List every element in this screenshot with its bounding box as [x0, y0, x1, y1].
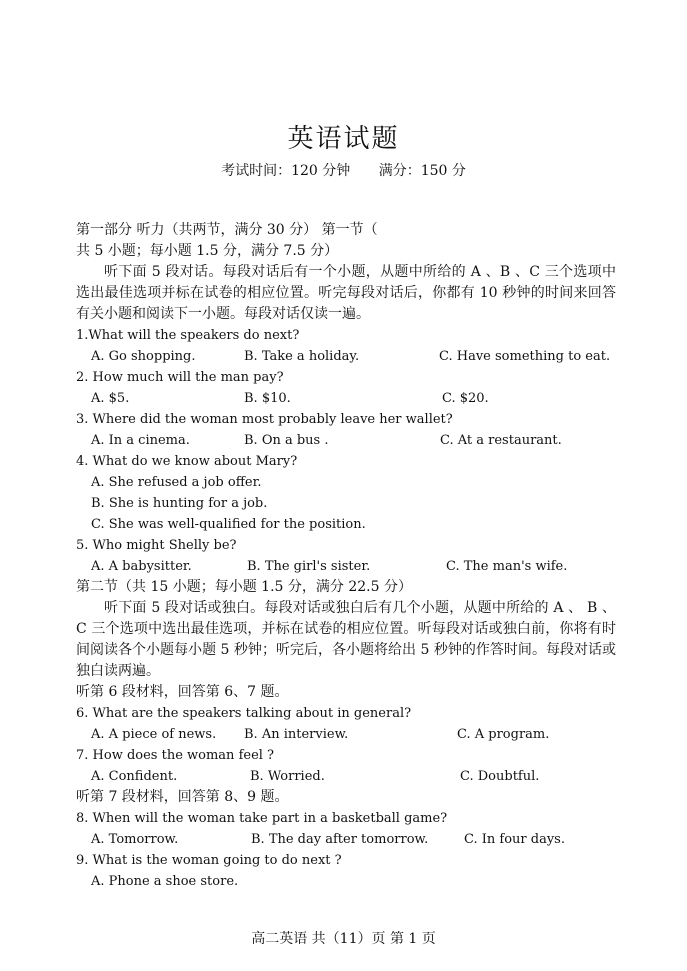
part2-heading: 第二节（共 15 小题；每小题 1.5 分，满分 22.5 分）: [76, 579, 412, 595]
part1-section1-heading: 共 5 小题；每小题 1.5 分，满分 7.5 分）: [76, 243, 339, 259]
option-a: A. She refused a job offer.: [91, 475, 262, 490]
page-footer: 高二英语 共（11）页 第 1 页: [251, 931, 436, 947]
exam-time: 考试时间：120 分钟: [221, 163, 351, 179]
part1-instruction: 听下面 5 段对话。每段对话后有一个小题，从题中所给的 A 、B 、C 三个选项中选出最佳选项并标在试卷的相应位置。听完每段对话后，你都有 10 秒钟的时间来回答有关小题和阅读下一小题。每段对话仅读一遍。: [76, 264, 616, 322]
material-7-heading: 听第 7 段材料，回答第 8、9 题。: [76, 789, 289, 805]
option-b: B. She is hunting for a job.: [91, 496, 268, 511]
option-a: A. A piece of news.: [91, 727, 217, 742]
question-1-stem: 1.What will the speakers do next?: [76, 328, 300, 343]
option-c: C. Have something to eat.: [439, 349, 611, 364]
option-b: B. On a bus .: [244, 433, 329, 448]
option-b: B. $10.: [244, 391, 291, 406]
question-1-options: [76, 346, 616, 367]
part2-instruction: 听下面 5 段对话或独白。每段对话或独白后有几个小题，从题中所给的 A 、 B 、 C 三个选项中选出最佳选项，并标在试卷的相应位置。听每段对话或独白前，你将有时间阅读各个小题每小题 5 秒钟；听完后，各小题将给出 5 秒钟的作答时间。每段对话或独白读两遍。: [76, 600, 616, 679]
option-c: C. A program.: [457, 727, 550, 742]
question-6-options: [76, 724, 616, 745]
question-4-stem: 4. What do we know about Mary?: [76, 454, 298, 469]
question-3-options: [76, 430, 616, 451]
page-title: 英语试题: [287, 124, 400, 154]
option-a: A. Confident.: [91, 769, 178, 784]
option-b: B. Take a holiday.: [244, 349, 360, 364]
question-8-stem: 8. When will the woman take part in a basketball game?: [76, 811, 448, 826]
option-a: A. $5.: [91, 391, 130, 406]
option-b: B. An interview.: [244, 727, 349, 742]
material-6-heading: 听第 6 段材料，回答第 6、7 题。: [76, 684, 289, 700]
option-a: A. Phone a shoe store.: [91, 874, 239, 889]
option-a: A. A babysitter.: [91, 559, 192, 574]
option-a: A. Tomorrow.: [91, 832, 179, 847]
exam-body: [76, 220, 616, 892]
option-b: B. The day after tomorrow.: [251, 832, 429, 847]
option-a: A. Go shopping.: [91, 349, 196, 364]
exam-score: 满分：150 分: [378, 163, 466, 179]
option-c: C. Doubtful.: [460, 769, 540, 784]
option-b: B. Worried.: [250, 769, 325, 784]
question-8-options: [76, 829, 616, 850]
option-a: A. In a cinema.: [91, 433, 190, 448]
option-c: C. In four days.: [464, 832, 565, 847]
option-c: C. She was well-qualified for the position.: [91, 517, 366, 532]
exam-info: [0, 160, 687, 180]
question-5-options: [76, 556, 616, 577]
question-5-stem: 5. Who might Shelly be?: [76, 538, 237, 553]
option-c: C. At a restaurant.: [440, 433, 562, 448]
question-7-options: [76, 766, 616, 787]
question-9-stem: 9. What is the woman going to do next ?: [76, 853, 342, 868]
question-6-stem: 6. What are the speakers talking about in general?: [76, 706, 412, 721]
question-3-stem: 3. Where did the woman most probably leave her wallet?: [76, 412, 453, 427]
question-7-stem: 7. How does the woman feel ?: [76, 748, 275, 763]
part1-heading: 第一部分 听力（共两节，满分 30 分） 第一节（: [76, 222, 378, 238]
question-2-options: [76, 388, 616, 409]
option-c: C. $20.: [442, 391, 489, 406]
option-b: B. The girl's sister.: [247, 559, 371, 574]
question-2-stem: 2. How much will the man pay?: [76, 370, 284, 385]
option-c: C. The man's wife.: [446, 559, 568, 574]
